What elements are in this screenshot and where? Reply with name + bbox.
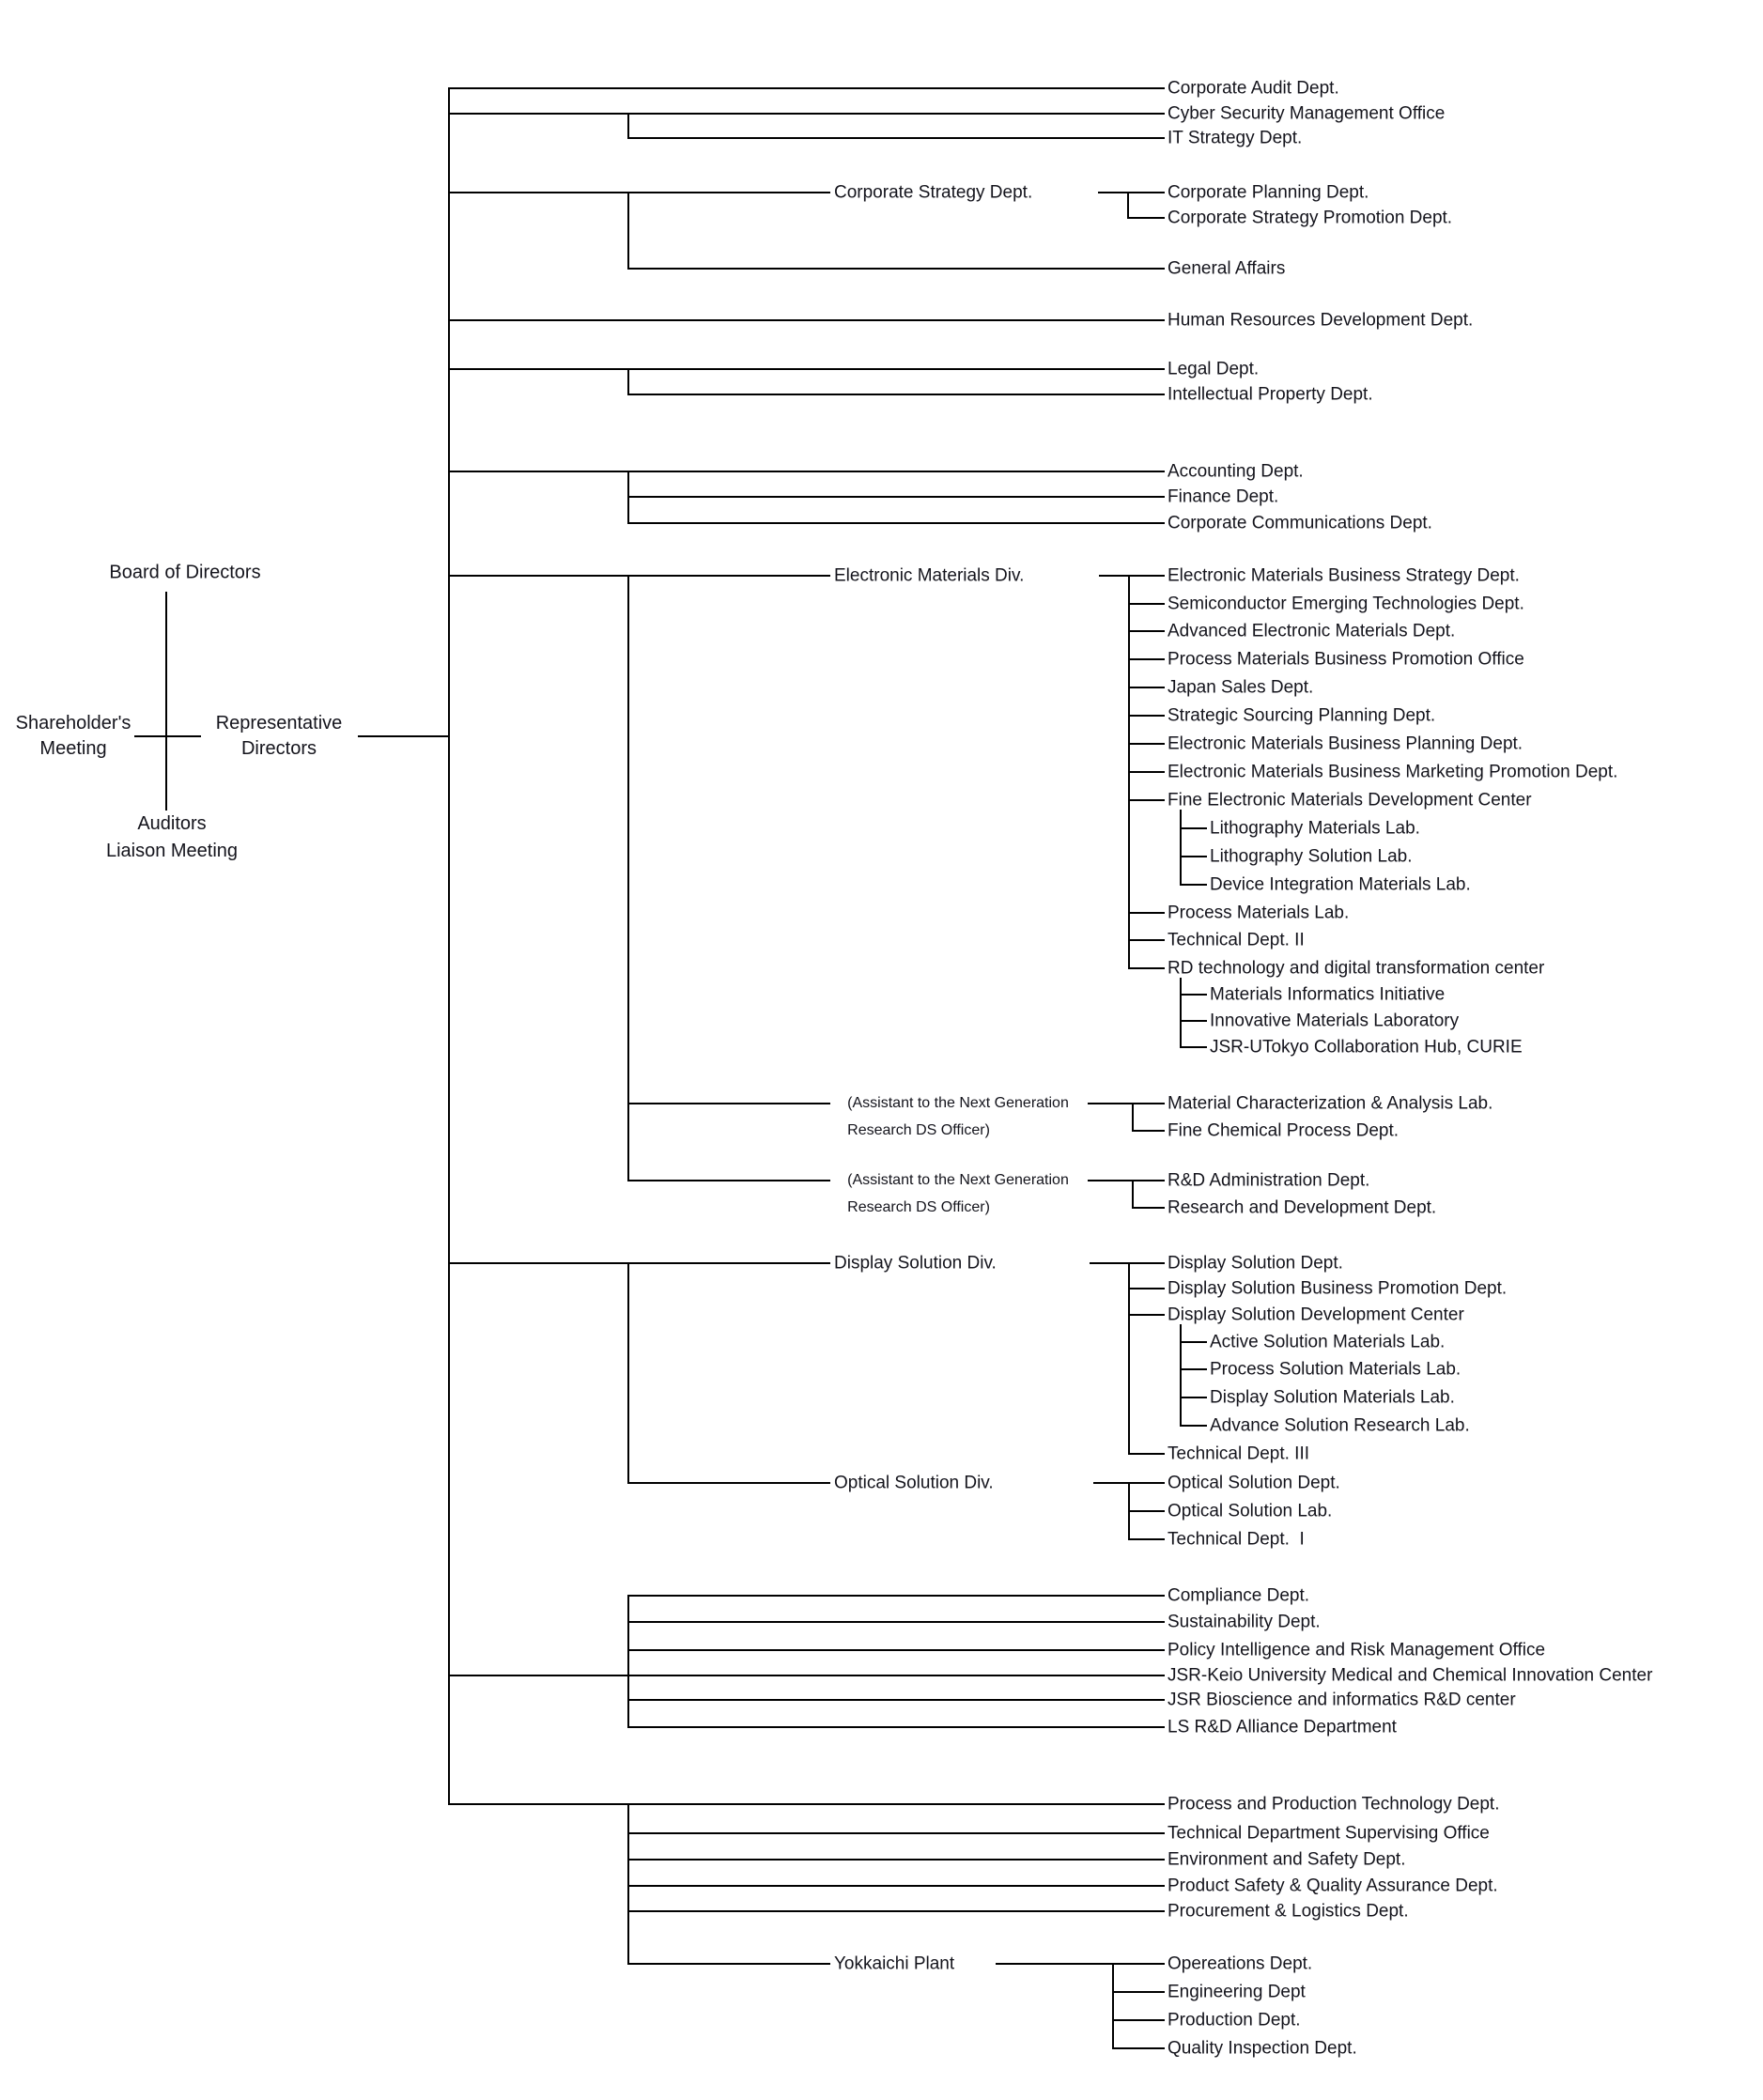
connector	[1180, 994, 1207, 996]
label-strategic-sourcing: Strategic Sourcing Planning Dept.	[1168, 705, 1436, 726]
connector	[1112, 1991, 1165, 1993]
label-rd-admin: R&D Administration Dept.	[1168, 1170, 1370, 1191]
connector	[1180, 1341, 1207, 1343]
connector	[627, 192, 629, 270]
label-assistant1: (Assistant to the Next Generation Research DS Officer)	[847, 1095, 1069, 1138]
connector	[1180, 884, 1207, 886]
connector	[448, 87, 1165, 89]
connector	[1127, 217, 1165, 219]
connector	[627, 368, 629, 395]
shareholders-meeting-label: Shareholder's Meeting	[15, 713, 131, 759]
label-em-business-planning: Electronic Materials Business Planning Dept.	[1168, 733, 1523, 754]
label-fine-emdc: Fine Electronic Materials Development Center	[1168, 790, 1532, 811]
connector	[627, 1262, 629, 1484]
label-process-production: Process and Production Technology Dept.	[1168, 1794, 1500, 1814]
label-innovative-materials: Innovative Materials Laboratory	[1210, 1011, 1460, 1031]
label-ds-dept: Display Solution Dept.	[1168, 1253, 1343, 1274]
label-ds-dev-center: Display Solution Development Center	[1168, 1305, 1464, 1325]
label-environment-safety: Environment and Safety Dept.	[1168, 1849, 1406, 1870]
label-jsr-utokyo: JSR-UTokyo Collaboration Hub, CURIE	[1210, 1037, 1523, 1058]
label-sustainability: Sustainability Dept.	[1168, 1612, 1321, 1632]
auditors-liaison-label: Auditors Liaison Meeting	[105, 813, 239, 861]
label-process-materials-bpo: Process Materials Business Promotion Office	[1168, 649, 1524, 670]
label-intellectual-property: Intellectual Property Dept.	[1168, 384, 1373, 405]
connector	[1180, 810, 1182, 886]
connector	[1098, 192, 1165, 193]
label-it-strategy: IT Strategy Dept.	[1168, 128, 1303, 148]
label-process-materials-lab: Process Materials Lab.	[1168, 903, 1350, 923]
connector	[627, 113, 629, 139]
connector	[448, 192, 830, 193]
label-em-business-strategy: Electronic Materials Business Strategy Dept.	[1168, 565, 1520, 586]
connector	[627, 1103, 830, 1104]
label-engineering: Engineering Dept	[1168, 1982, 1306, 2002]
connector	[1088, 1180, 1165, 1181]
connector	[627, 1621, 1165, 1623]
connector	[627, 1595, 629, 1728]
label-quality-inspection: Quality Inspection Dept.	[1168, 2038, 1357, 2059]
connector	[1128, 967, 1165, 969]
label-ds-div: Display Solution Div.	[834, 1253, 997, 1274]
connector	[1132, 1103, 1134, 1132]
label-device-integration: Device Integration Materials Lab.	[1210, 874, 1471, 895]
connector	[1112, 2019, 1165, 2021]
label-advanced-electronic: Advanced Electronic Materials Dept.	[1168, 621, 1456, 641]
connector	[627, 394, 1165, 395]
label-semiconductor-emerging: Semiconductor Emerging Technologies Dept.	[1168, 594, 1524, 614]
label-legal: Legal Dept.	[1168, 359, 1260, 379]
connector	[1128, 939, 1165, 941]
label-material-characterization: Material Characterization & Analysis Lab.	[1168, 1093, 1493, 1114]
connector	[448, 368, 1165, 370]
connector	[627, 575, 629, 1181]
connector	[627, 1180, 830, 1181]
connector	[1180, 827, 1207, 829]
connector	[1128, 1314, 1165, 1316]
connector	[448, 113, 1165, 115]
representative-directors-label: Representative Directors	[215, 713, 343, 759]
connector	[627, 1859, 1165, 1861]
connector	[1180, 1397, 1207, 1398]
connector	[448, 1262, 830, 1264]
connector	[1128, 912, 1165, 914]
label-process-solution: Process Solution Materials Lab.	[1210, 1359, 1461, 1380]
connector	[1112, 1963, 1114, 2049]
label-corporate-planning: Corporate Planning Dept.	[1168, 182, 1369, 203]
label-yokkaichi: Yokkaichi Plant	[834, 1953, 955, 1974]
connector	[1180, 1324, 1182, 1427]
label-optical-dept: Optical Solution Dept.	[1168, 1473, 1340, 1493]
connector	[1180, 1368, 1207, 1370]
connector	[1128, 658, 1165, 660]
connector	[1180, 978, 1182, 1048]
connector	[627, 1885, 1165, 1887]
connector	[1128, 687, 1165, 688]
connector	[1128, 799, 1165, 801]
connector	[627, 268, 1165, 270]
label-production: Production Dept.	[1168, 2010, 1301, 2031]
label-japan-sales: Japan Sales Dept.	[1168, 677, 1314, 698]
connector	[1128, 1538, 1165, 1540]
connector	[1180, 1020, 1207, 1022]
connector	[1180, 856, 1207, 857]
connector	[1132, 1207, 1165, 1209]
connector	[627, 1963, 830, 1965]
connector	[1128, 630, 1165, 632]
label-em-business-marketing: Electronic Materials Business Marketing Promotion Dept.	[1168, 762, 1618, 782]
connector	[1128, 1453, 1165, 1455]
connector	[1128, 1510, 1165, 1512]
connector	[448, 575, 830, 577]
label-ls-rd-alliance: LS R&D Alliance Department	[1168, 1717, 1397, 1737]
label-product-safety: Product Safety & Quality Assurance Dept.	[1168, 1876, 1498, 1896]
connector	[134, 735, 201, 737]
label-optical-div: Optical Solution Div.	[834, 1473, 994, 1493]
connector	[627, 1803, 629, 1965]
connector	[1132, 1130, 1165, 1132]
connector	[627, 496, 1165, 498]
label-corporate-strategy: Corporate Strategy Dept.	[834, 182, 1033, 203]
label-corporate-communications: Corporate Communications Dept.	[1168, 513, 1432, 533]
connector	[448, 471, 1165, 472]
connector	[1099, 575, 1165, 577]
connector	[1128, 1262, 1130, 1455]
connector	[1128, 771, 1165, 773]
label-general-affairs: General Affairs	[1168, 258, 1286, 279]
connector	[1127, 192, 1129, 219]
connector	[627, 522, 1165, 524]
connector	[448, 1803, 1165, 1805]
connector	[1128, 715, 1165, 717]
label-finance: Finance Dept.	[1168, 486, 1279, 507]
label-policy-intelligence: Policy Intelligence and Risk Management Office	[1168, 1640, 1546, 1660]
label-jsr-keio: JSR-Keio University Medical and Chemical Innovation Center	[1168, 1665, 1653, 1686]
label-lithography-materials: Lithography Materials Lab.	[1210, 818, 1420, 839]
connector	[627, 1699, 1165, 1701]
label-optical-lab: Optical Solution Lab.	[1168, 1501, 1333, 1521]
label-corporate-audit: Corporate Audit Dept.	[1168, 78, 1339, 99]
label-corporate-strategy-promotion: Corporate Strategy Promotion Dept.	[1168, 208, 1453, 228]
connector	[1090, 1262, 1165, 1264]
connector	[448, 1675, 1165, 1676]
label-em-div: Electronic Materials Div.	[834, 565, 1025, 586]
label-fine-chemical: Fine Chemical Process Dept.	[1168, 1120, 1400, 1141]
connector	[358, 735, 449, 737]
connector	[1128, 603, 1165, 605]
connector	[627, 1482, 830, 1484]
board-of-directors-label: Board of Directors	[109, 562, 261, 583]
label-ds-business-promotion: Display Solution Business Promotion Dept.	[1168, 1278, 1508, 1299]
label-technical-dept-3: Technical Dept. III	[1168, 1444, 1310, 1464]
connector	[627, 1595, 1165, 1597]
label-opereations: Opereations Dept.	[1168, 1953, 1313, 1974]
label-jsr-bioscience: JSR Bioscience and informatics R&D center	[1168, 1690, 1516, 1710]
label-ds-materials: Display Solution Materials Lab.	[1210, 1387, 1455, 1408]
label-rd-tech-center: RD technology and digital transformation center	[1168, 958, 1545, 979]
connector	[627, 137, 1165, 139]
connector	[448, 319, 1165, 321]
label-compliance: Compliance Dept.	[1168, 1585, 1310, 1606]
connector	[1132, 1180, 1134, 1209]
label-technical-dept-1: Technical Dept. I	[1168, 1529, 1305, 1550]
connector	[1180, 1046, 1207, 1048]
label-accounting: Accounting Dept.	[1168, 461, 1304, 482]
connector	[1112, 2047, 1165, 2049]
label-cyber-security: Cyber Security Management Office	[1168, 103, 1446, 124]
connector	[627, 1726, 1165, 1728]
label-research-dev: Research and Development Dept.	[1168, 1197, 1437, 1218]
connector	[1088, 1103, 1165, 1104]
label-active-solution: Active Solution Materials Lab.	[1210, 1332, 1446, 1352]
trunk-line	[448, 87, 450, 1805]
connector	[627, 1649, 1165, 1651]
label-human-resources: Human Resources Development Dept.	[1168, 310, 1474, 331]
connector	[1180, 1425, 1207, 1427]
label-technical-dept-2: Technical Dept. II	[1168, 930, 1305, 950]
connector	[1128, 1288, 1165, 1289]
connector	[627, 1832, 1165, 1834]
label-materials-informatics: Materials Informatics Initiative	[1210, 984, 1446, 1005]
connector	[165, 592, 167, 811]
connector	[627, 1910, 1165, 1912]
connector	[996, 1963, 1165, 1965]
label-advance-solution: Advance Solution Research Lab.	[1210, 1415, 1470, 1436]
label-technical-supervising: Technical Department Supervising Office	[1168, 1823, 1490, 1844]
connector	[1128, 743, 1165, 745]
label-lithography-solution: Lithography Solution Lab.	[1210, 846, 1413, 867]
label-procurement-logistics: Procurement & Logistics Dept.	[1168, 1901, 1409, 1922]
label-assistant2: (Assistant to the Next Generation Research DS Officer)	[847, 1172, 1069, 1215]
